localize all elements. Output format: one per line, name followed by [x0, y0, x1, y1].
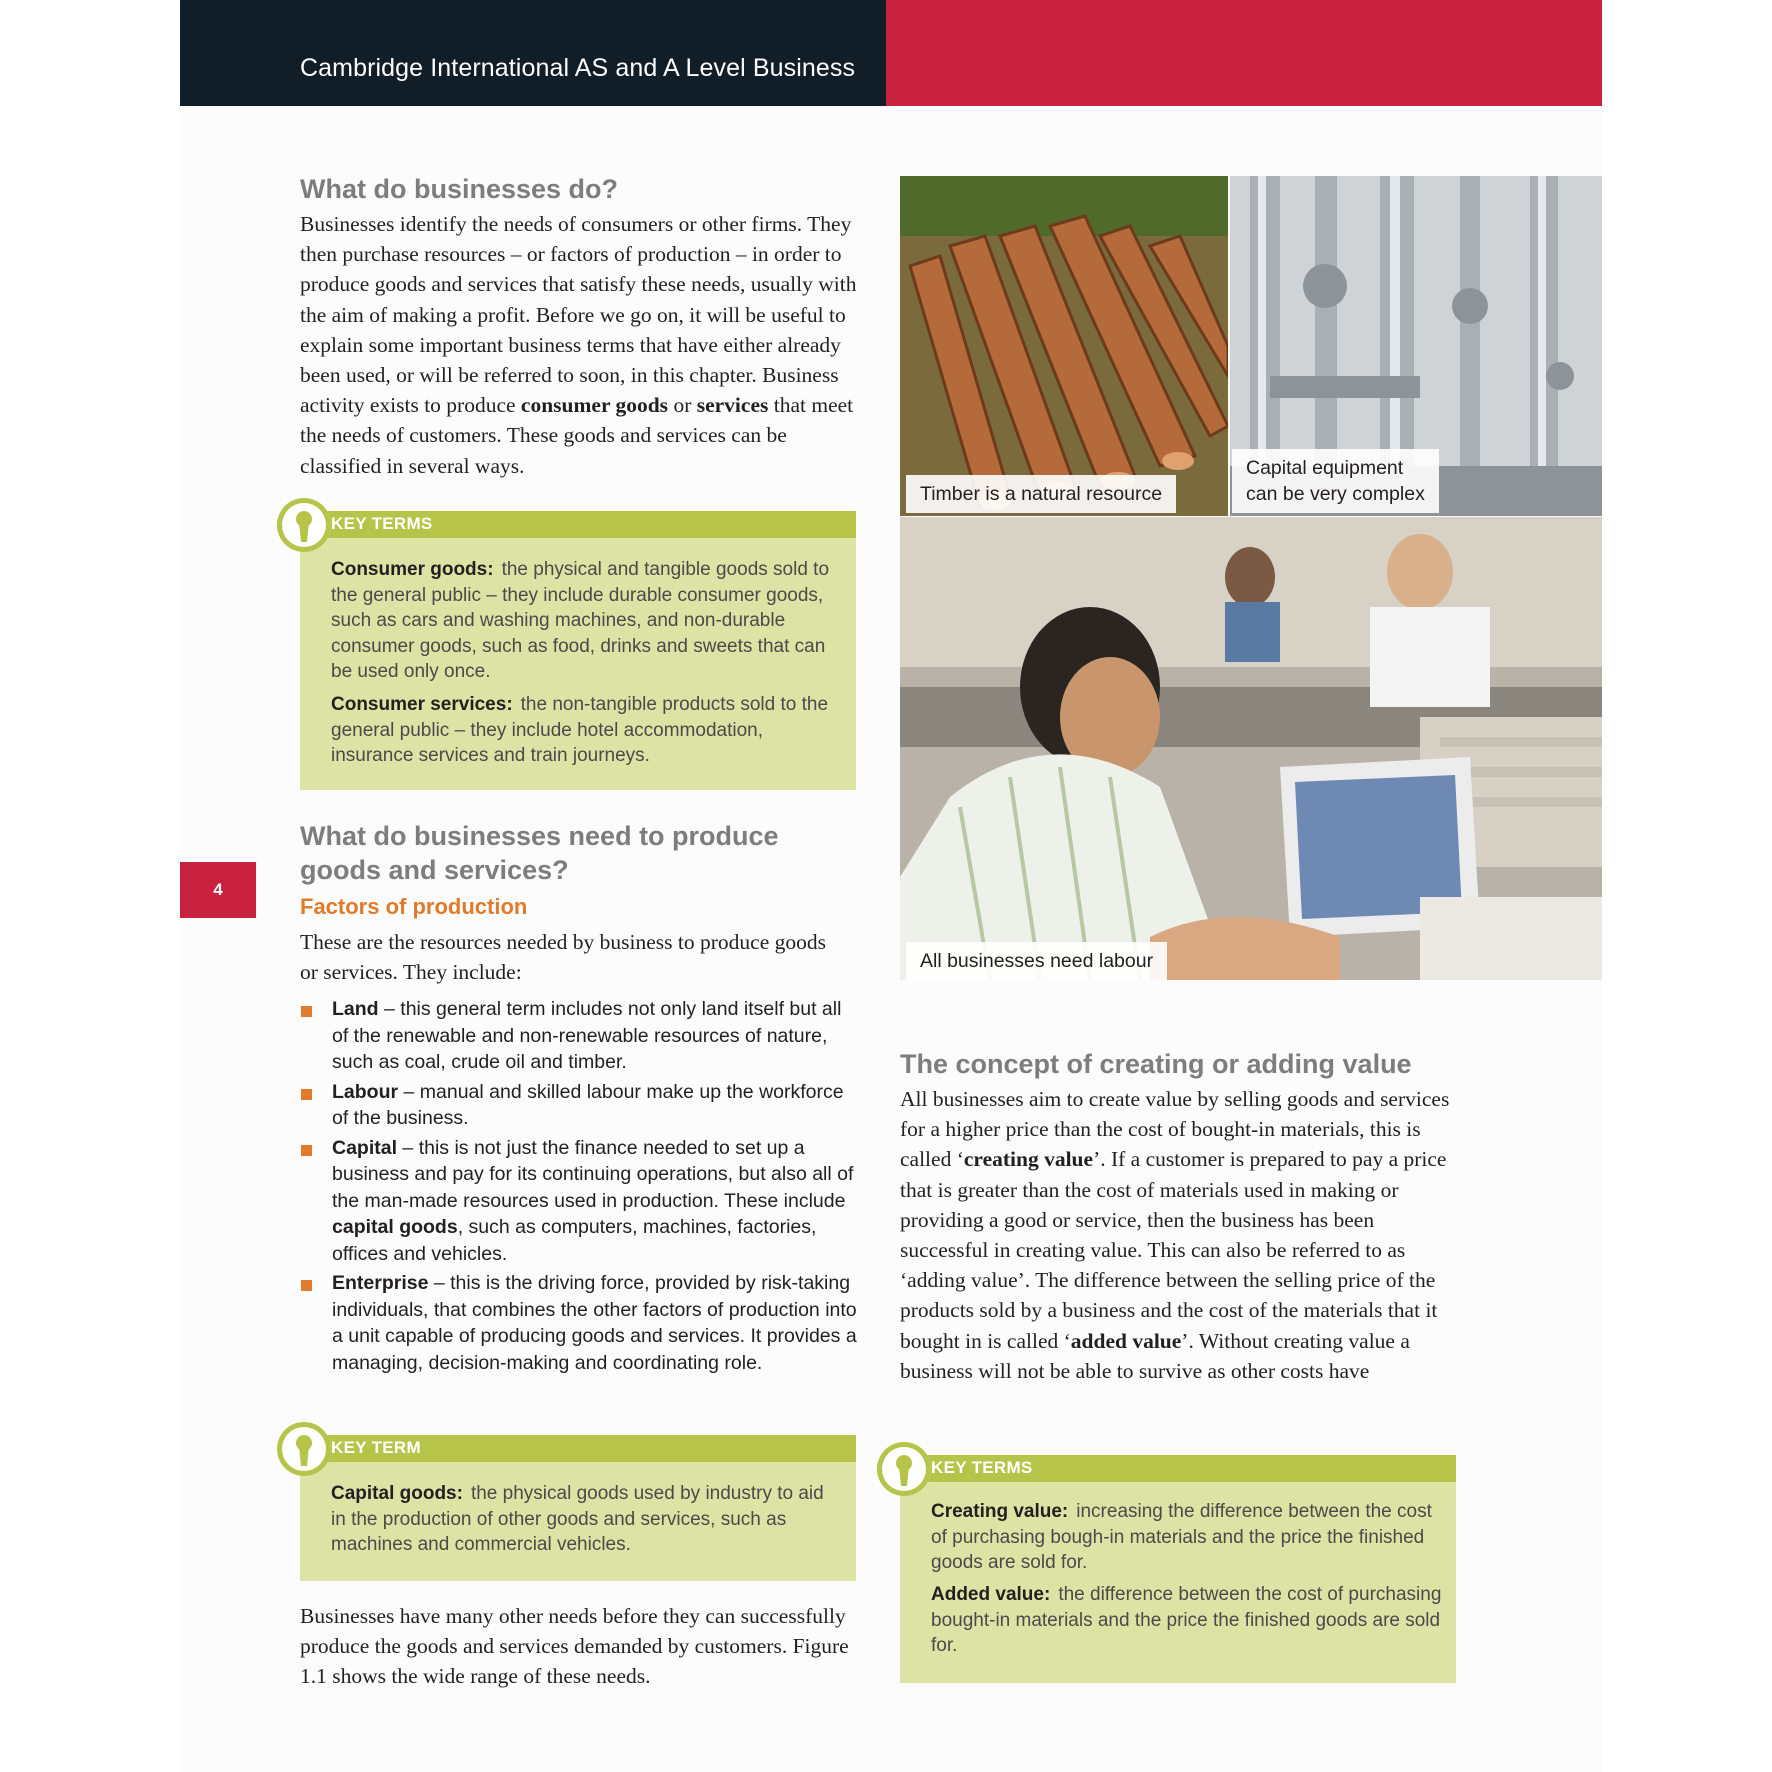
section-heading-factors-needed: What do businesses need to produce goods and services? — [300, 821, 779, 885]
subheading-factors-of-production: Factors of production — [300, 894, 528, 919]
header-bar — [180, 0, 886, 106]
key-term-entry — [931, 1499, 1442, 1576]
bullet-square-icon — [301, 1145, 312, 1156]
timber-caption: Timber is a natural resource — [906, 475, 1176, 513]
keyhole-icon — [277, 498, 331, 552]
list-item: Land – this general term includes not only land itself but all of the renewable and non-renewable resources of nature, such as coal, crude oil and timber. — [300, 996, 860, 1076]
factors-list — [300, 996, 860, 1379]
key-term-definition: the non-tangible products sold to the general public – they include hotel accommodation, insurance services and train journeys. — [331, 694, 829, 766]
key-term-entry — [931, 1582, 1442, 1659]
equipment-caption — [1232, 449, 1439, 513]
section-heading-creating-value: The concept of creating or adding value — [900, 1049, 1412, 1079]
header-accent — [886, 0, 1602, 106]
key-term-entry — [331, 1481, 842, 1558]
key-terms-label: KEY TERMS — [931, 1458, 1033, 1477]
key-term-name: Creating value: — [931, 1501, 1069, 1522]
list-item: Labour – manual and skilled labour make up the workforce of the business. — [300, 1079, 860, 1132]
key-term-definition: the physical goods used by industry to aid in the production of other goods and services, such as machines and commercial vehicles. — [331, 1483, 824, 1555]
key-terms-box — [900, 1455, 1456, 1683]
keyhole-icon — [277, 1422, 331, 1476]
key-term-entry — [331, 557, 842, 685]
section-paragraph-intro: Businesses identify the needs of consumers or other firms. They then purchase resources – or factors of production – in order to produce goods and services that satisfy these needs, usually with the aim of making a profit. Before we go on, it will be useful to explain some important business terms that have either already been used, or will be referred to soon, in this chapter. Business activity exists to produce consumer goods or services that meet the needs of customers. These goods and services can be classified in several ways. — [300, 212, 857, 478]
keyhole-icon — [877, 1442, 931, 1496]
key-term-name: Added value: — [931, 1584, 1051, 1605]
key-term-name: Capital goods: — [331, 1483, 463, 1504]
key-term-name: Consumer services: — [331, 694, 513, 715]
timber-photo — [900, 176, 1228, 516]
equipment-caption-line1: Capital equipment — [1246, 457, 1404, 479]
key-term-definition: increasing the difference between the cost of purchasing bough-in materials and the price the finished goods are sold for. — [931, 1501, 1432, 1573]
office-worker-photo — [900, 517, 1602, 980]
book-title: Cambridge International AS and A Level Business — [300, 54, 856, 82]
key-terms-box — [300, 511, 856, 790]
key-term-definition: the difference between the cost of purchasing bought-in materials and the price the finished goods are sold for. — [931, 1584, 1442, 1656]
key-term-name: Consumer goods: — [331, 559, 494, 580]
key-term-label: KEY TERM — [331, 1438, 421, 1457]
closing-paragraph: Businesses have many other needs before they can successfully produce the goods and services demanded by customers. Figure 1.1 shows the wide range of these needs. — [300, 1604, 849, 1689]
creating-value-paragraph: All businesses aim to create value by selling goods and services for a higher price than the cost of bought-in materials, this is called ‘creating value’. If a customer is prepared to pay a price that is greater than the cost of materials used in making or providing a good or service, then the business has been successful in creating value. This can also be referred to as ‘adding value’. The difference between the selling price of the products sold by a business and the cost of the materials that it bought in is called ‘added value’. Without creating value a business will not be able to survive as other costs have — [900, 1087, 1450, 1383]
labour-caption: All businesses need labour — [906, 942, 1167, 980]
bullet-square-icon — [301, 1089, 312, 1100]
key-term-definition: the physical and tangible goods sold to the general public – they include durable consumer goods, such as cars and washing machines, and non-durable consumer goods, such as food, drinks and sweets that can be used only once. — [331, 559, 830, 682]
factors-intro: These are the resources needed by business to produce goods or services. They include: — [300, 930, 826, 985]
page-number: 4 — [180, 862, 256, 918]
list-item: Capital – this is not just the finance needed to set up a business and pay for its continuing operations, but also all of the man-made resources used in production. These include capital goods, such as computers, machines, factories, offices and vehicles. — [300, 1135, 860, 1268]
key-term-box — [300, 1435, 856, 1581]
bullet-square-icon — [301, 1006, 312, 1017]
key-terms-label: KEY TERMS — [331, 514, 433, 533]
section-heading-what-businesses-do: What do businesses do? — [300, 174, 619, 204]
equipment-caption-line2: can be very complex — [1246, 483, 1425, 505]
list-item: Enterprise – this is the driving force, provided by risk-taking individuals, that combines the other factors of production into a unit capable of producing goods and services. It provides a managing, decision-making and coordinating role. — [300, 1270, 860, 1376]
key-term-entry — [331, 692, 842, 769]
bullet-square-icon — [301, 1280, 312, 1291]
